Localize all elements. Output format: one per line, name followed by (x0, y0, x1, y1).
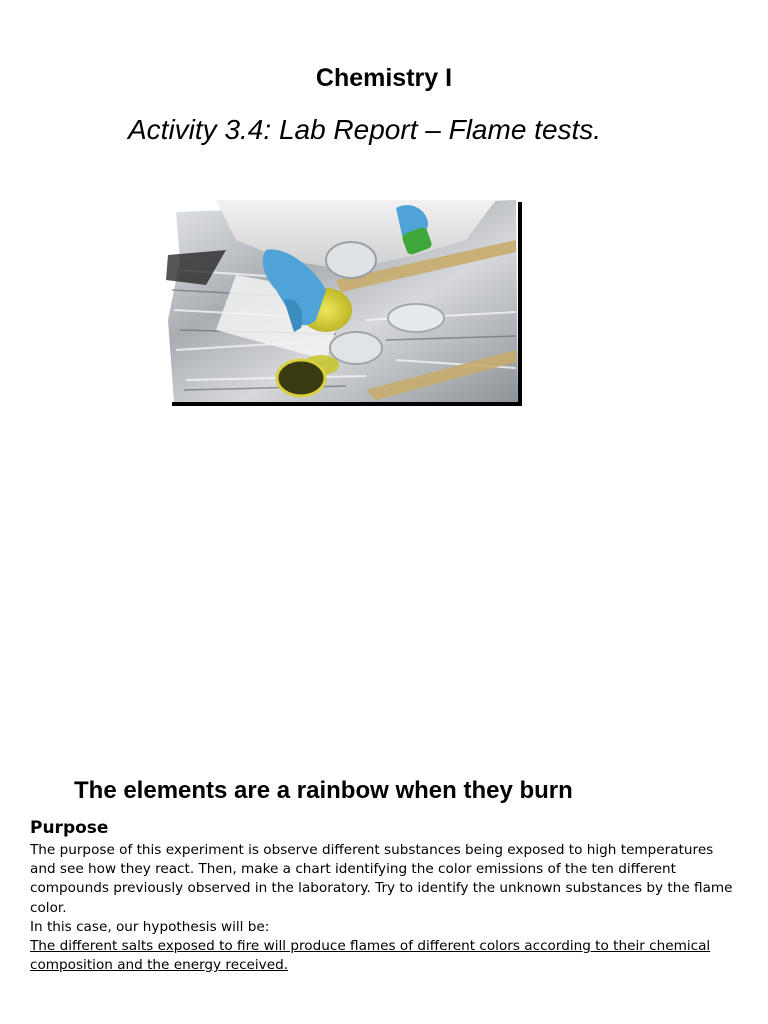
purpose-heading: Purpose (30, 818, 109, 838)
hypothesis-intro: In this case, our hypothesis will be: (30, 918, 270, 935)
purpose-body (30, 841, 742, 975)
lab-photo (166, 200, 524, 408)
beaker (326, 242, 376, 278)
section-heading: The elements are a rainbow when they burn (74, 777, 573, 804)
purpose-paragraph: The purpose of this experiment is observe different substances being exposed to high temperatures and see how they react. Then, make a chart identifying the color emissions of the ten different compounds previously observed in the laboratory. Try to identify the unknown substances by the flame color. (30, 842, 733, 916)
dark-dish (277, 360, 325, 396)
course-title: Chemistry I (315, 64, 453, 92)
hypothesis-text: The different salts exposed to fire will produce flames of different colors according to their chemical composition and the energy received. (30, 938, 711, 974)
photo-border (172, 402, 522, 406)
activity-title: Activity 3.4: Lab Report – Flame tests. (128, 114, 602, 145)
